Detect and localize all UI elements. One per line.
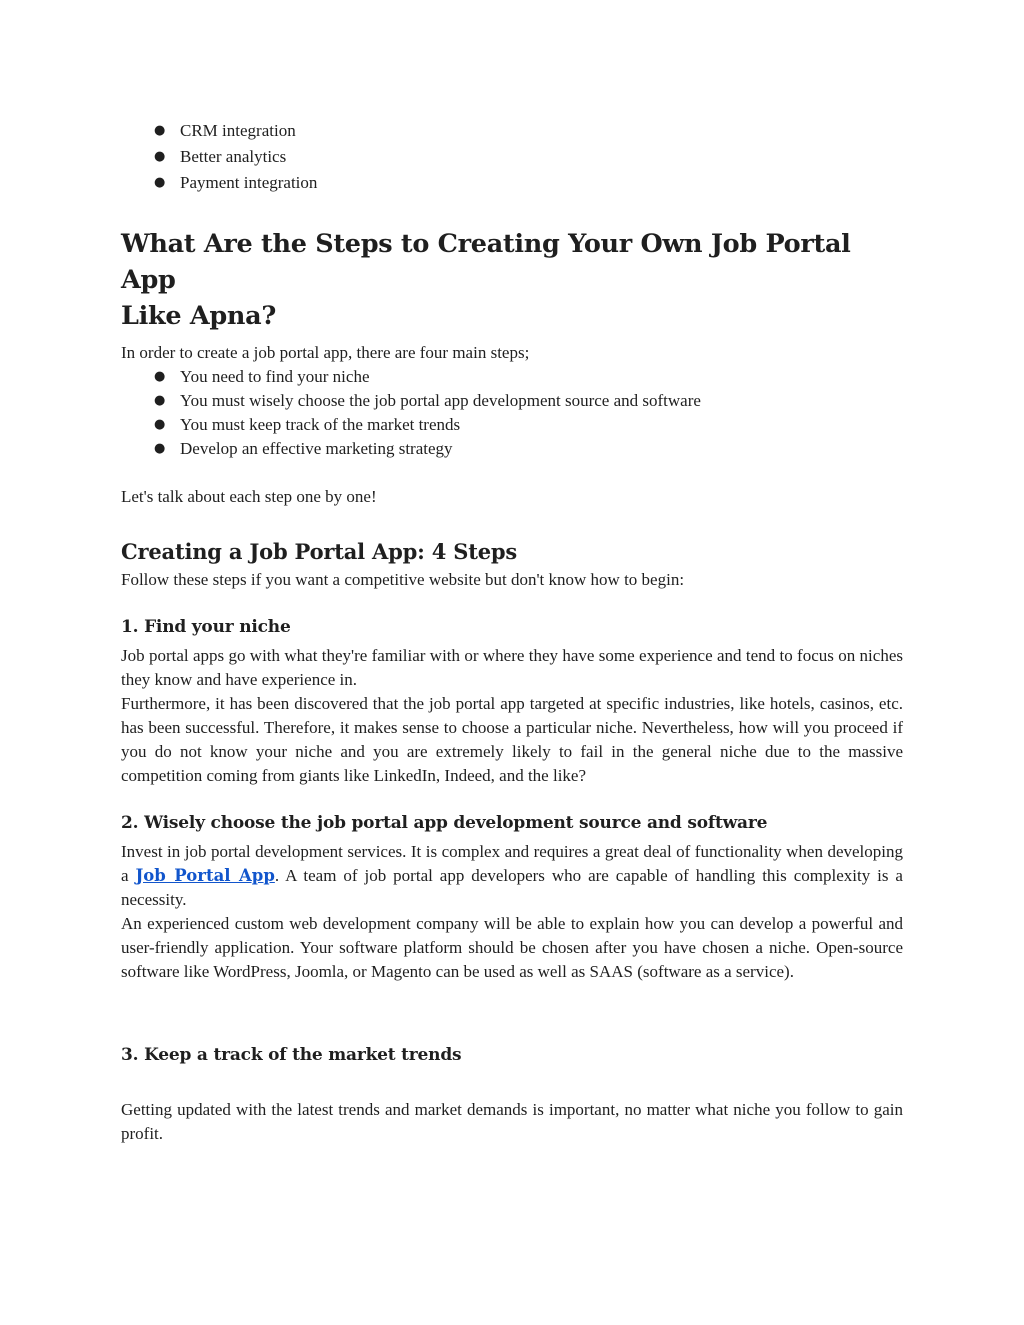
step3-heading: 3. Keep a track of the market trends: [121, 1045, 462, 1065]
step2-paragraph-2: An experienced custom web development company will be able to explain how you can develop a powerful and user-friendly application. Your software platform should be chosen after you have chosen a niche. Open-source software like WordPress, Joomla, or Magento can be used as well as SAAS (software as a service).: [121, 914, 903, 981]
list-item: ● Payment integration: [121, 170, 903, 196]
follow-paragraph: Follow these steps if you want a competitive website but don't know how to begin:: [121, 570, 685, 589]
list-item: ● Develop an effective marketing strategy: [121, 437, 903, 461]
intro-paragraph: In order to create a job portal app, there are four main steps;: [121, 343, 530, 362]
section-heading: Creating a Job Portal App: 4 Steps: [121, 539, 518, 564]
list-item: ● You must wisely choose the job portal app development source and software: [121, 389, 903, 413]
step1-heading: 1. Find your niche: [121, 617, 291, 637]
document-page: [121, 118, 903, 1146]
bullet-icon: ●: [154, 393, 166, 408]
bullet-icon: ●: [154, 123, 166, 138]
steps-bullet-list: [121, 365, 903, 461]
step1-paragraph-1: Job portal apps go with what they're familiar with or where they have some experience and tend to focus on niches they know and have experience in.: [121, 646, 903, 689]
bullet-icon: ●: [154, 441, 166, 456]
bullet-icon: ●: [154, 369, 166, 384]
bullet-icon: ●: [154, 149, 166, 164]
list-item: ● You must keep track of the market trends: [121, 413, 903, 437]
main-heading: What Are the Steps to Creating Your Own Job Portal App Like Apna?: [121, 229, 851, 331]
step1-paragraph-2: Furthermore, it has been discovered that the job portal app targeted at specific industries, like hotels, casinos, etc. has been successful. Therefore, it makes sense to choose a particular niche. Nevertheless, how will you proceed if you do not know your niche and you are extremely likely to fail in the general niche due to the massive competition coming from giants like LinkedIn, Indeed, and the like?: [121, 694, 903, 785]
step2-paragraph-1: Invest in job portal development services. It is complex and requires a great deal of functionality when developing a Job Portal App. A team of job portal app developers who are capable of handling this complexity is a necessity.: [121, 842, 903, 909]
step2-heading: 2. Wisely choose the job portal app development source and software: [121, 813, 768, 833]
bullet-icon: ●: [154, 417, 166, 432]
list-item: ● Better analytics: [121, 144, 903, 170]
list-item: ● You need to find your niche: [121, 365, 903, 389]
step3-paragraph-1: Getting updated with the latest trends and market demands is important, no matter what niche you follow to gain profit.: [121, 1100, 903, 1143]
talk-paragraph: Let's talk about each step one by one!: [121, 487, 377, 506]
job-portal-app-link[interactable]: Job Portal App: [135, 866, 275, 885]
feature-bullet-list: [121, 118, 903, 196]
list-item: ● CRM integration: [121, 118, 903, 144]
bullet-icon: ●: [154, 175, 166, 190]
